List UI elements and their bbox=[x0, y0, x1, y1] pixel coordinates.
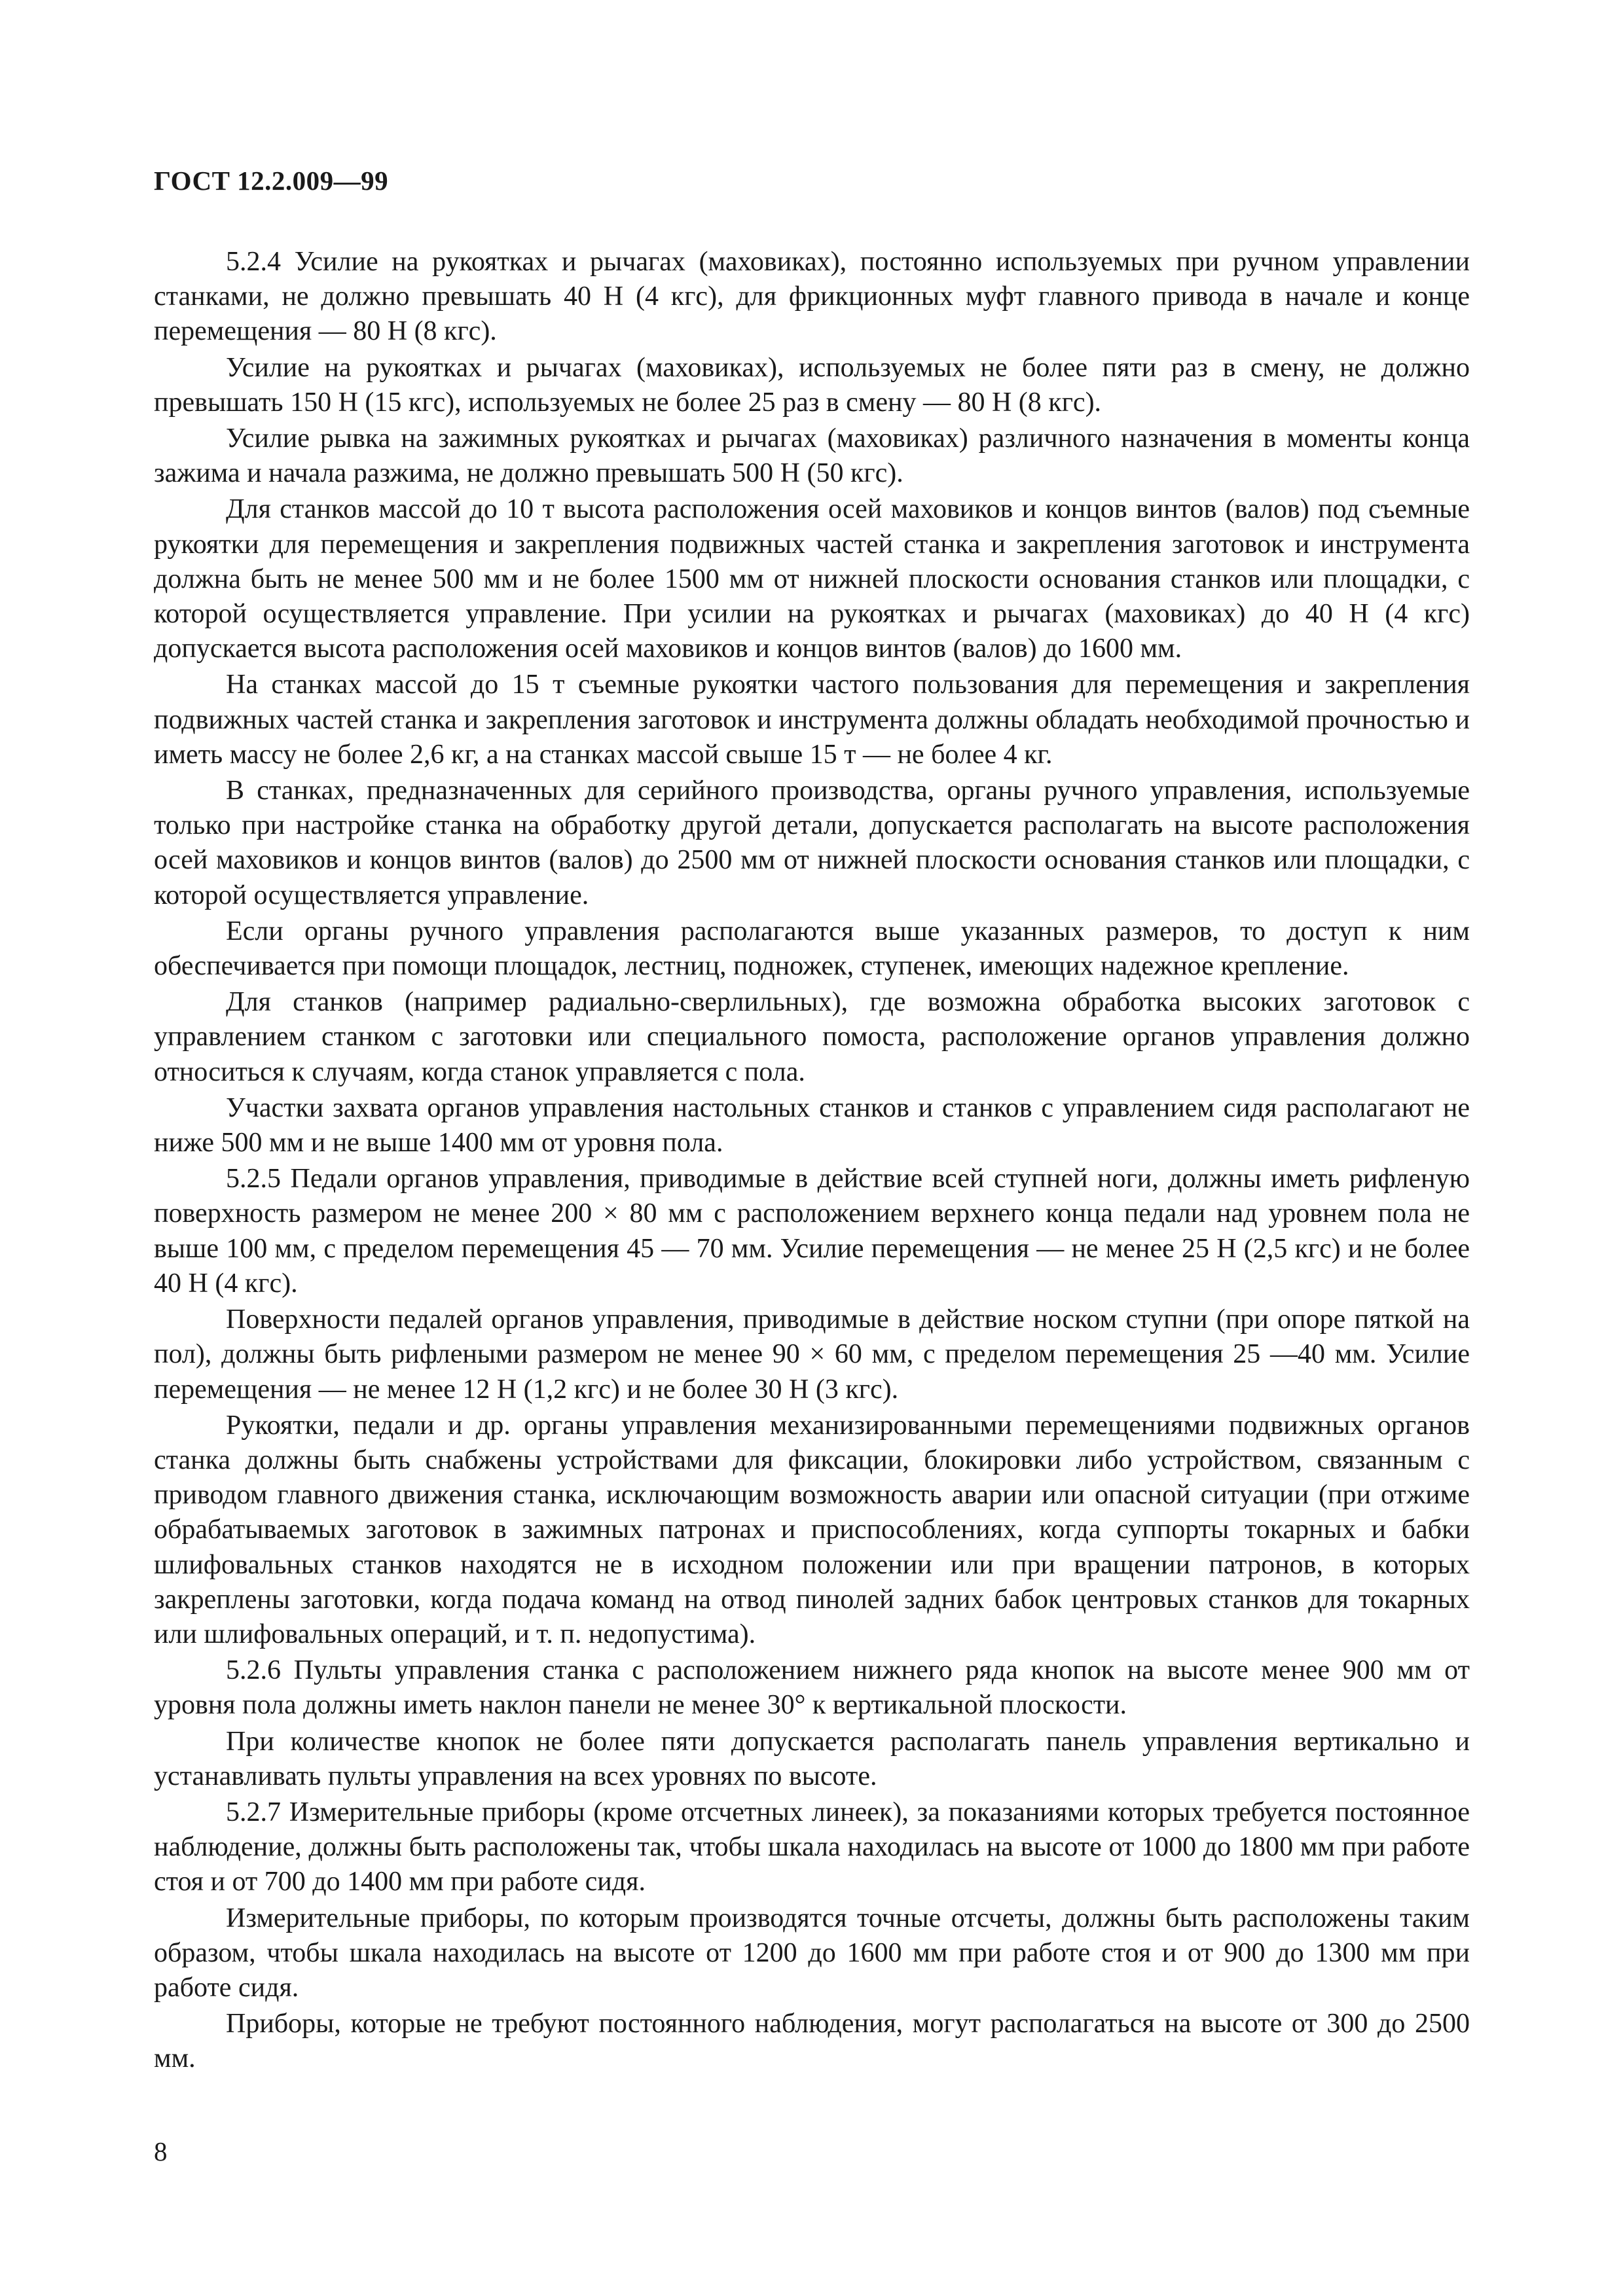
paragraph: Рукоятки, педали и др. органы управления механизированными перемещениями подвижных органов станка должны быть снабжены устройствами для фиксации, блокировки либо устройством, связанным с приводом главного движения станка, исключающим возможность аварии или опасной ситуации (при отжиме обрабатываемых заготовок в зажимных патронах и приспособлениях, когда суппорты токарных и бабки шлифовальных станков находятся не в исходном положении или при вращении патронов, в которых закреплены заготовки, когда подача команд на отвод пинолей задних бабок центровых станков для токарных или шлифовальных операций, и т. п. недопустима). bbox=[154, 1410, 1470, 1649]
paragraph: Участки захвата органов управления настольных станков и станков с управлением сидя располагают не ниже 500 мм и не выше 1400 мм от уровня пола. bbox=[154, 1092, 1470, 1158]
paragraph: Для станков массой до 10 т высота расположения осей маховиков и концов винтов (валов) под съемные рукоятки для перемещения и закрепления подвижных частей станка и закрепления заготовок и инструмента должна быть не менее 500 мм и не более 1500 мм от нижней плоскости основания станков или площадки, с которой осуществляется управление. При усилии на рукоятках и рычагах (маховиках) до 40 Н (4 кгс) допускается высота расположения осей маховиков и концов винтов (валов) до 1600 мм. bbox=[154, 494, 1470, 664]
paragraph: Усилие рывка на зажимных рукоятках и рычагах (маховиках) различного назначения в моменты конца зажима и начала разжима, не должно превышать 500 Н (50 кгс). bbox=[154, 423, 1470, 489]
paragraph: Для станков (например радиально-сверлильных), где возможна обработка высоких заготовок с управлением станком с заготовки или специального помоста, расположение органов управления должно относиться к случаям, когда станок управляется с пола. bbox=[154, 987, 1470, 1087]
paragraph: Если органы ручного управления располагаются выше указанных размеров, то доступ к ним обеспечивается при помощи площадок, лестниц, подножек, ступенек, имеющих надежное крепление. bbox=[154, 916, 1470, 982]
paragraph: Измерительные приборы, по которым производятся точные отсчеты, должны быть расположены таким образом, чтобы шкала находилась на высоте от 1200 до 1600 мм при работе стоя и от 900 до 1300 мм при работе сидя. bbox=[154, 1903, 1470, 2003]
paragraph: На станках массой до 15 т съемные рукоятки частого пользования для перемещения и закрепления подвижных частей станка и закрепления заготовок и инструмента должны обладать необходимой прочностью и иметь массу не более 2,6 кг, а на станках массой свыше 15 т — не более 4 кг. bbox=[154, 670, 1470, 770]
document-body bbox=[154, 245, 1470, 2078]
paragraph: 5.2.7 Измерительные приборы (кроме отсчетных линеек), за показаниями которых требуется постоянное наблюдение, должны быть расположены так, чтобы шкала находилась на высоте от 1000 до 1800 мм при работе стоя и от 700 до 1400 мм при работе сидя. bbox=[154, 1797, 1470, 1897]
paragraph: 5.2.6 Пульты управления станка с расположением нижнего ряда кнопок на высоте менее 900 мм от уровня пола должны иметь наклон панели не менее 30° к вертикальной плоскости. bbox=[154, 1655, 1470, 1721]
paragraph: 5.2.5 Педали органов управления, приводимые в действие всей ступней ноги, должны иметь рифленую поверхность размером не менее 200 × 80 мм с расположением верхнего конца педали над уровнем пола не выше 100 мм, с пределом перемещения 45 — 70 мм. Усилие перемещения — не менее 25 Н (2,5 кгс) и не более 40 Н (4 кгс). bbox=[154, 1164, 1470, 1299]
paragraph: При количестве кнопок не более пяти допускается располагать панель управления вертикально и устанавливать пульты управления на всех уровнях по высоте. bbox=[154, 1726, 1470, 1791]
page-header-standard-number: ГОСТ 12.2.009—99 bbox=[154, 166, 389, 196]
paragraph: Усилие на рукоятках и рычагах (маховиках), используемых не более пяти раз в смену, не должно превышать 150 Н (15 кгс), используемых не более 25 раз в смену — 80 Н (8 кгс). bbox=[154, 352, 1470, 418]
paragraph: 5.2.4 Усилие на рукоятках и рычагах (маховиках), постоянно используемых при ручном управлении станками, не должно превышать 40 Н (4 кгс), для фрикционных муфт главного привода в начале и конце перемещения — 80 Н (8 кгс). bbox=[154, 247, 1470, 347]
paragraph: Приборы, которые не требуют постоянного наблюдения, могут располагаться на высоте от 300 до 2500 мм. bbox=[154, 2009, 1470, 2074]
page-number: 8 bbox=[154, 2136, 168, 2166]
paragraph: Поверхности педалей органов управления, приводимые в действие носком ступни (при опоре пяткой на пол), должны быть рифлеными размером не менее 90 × 60 мм, с пределом перемещения 25 —40 мм. Усилие перемещения — не менее 12 Н (1,2 кгс) и не более 30 Н (3 кгс). bbox=[154, 1304, 1470, 1405]
paragraph: В станках, предназначенных для серийного производства, органы ручного управления, используемые только при настройке станка на обработку другой детали, допускается располагать на высоте расположения осей маховиков и концов винтов (валов) до 2500 мм от нижней плоскости основания станков или площадки, с которой осуществляется управление. bbox=[154, 776, 1470, 910]
